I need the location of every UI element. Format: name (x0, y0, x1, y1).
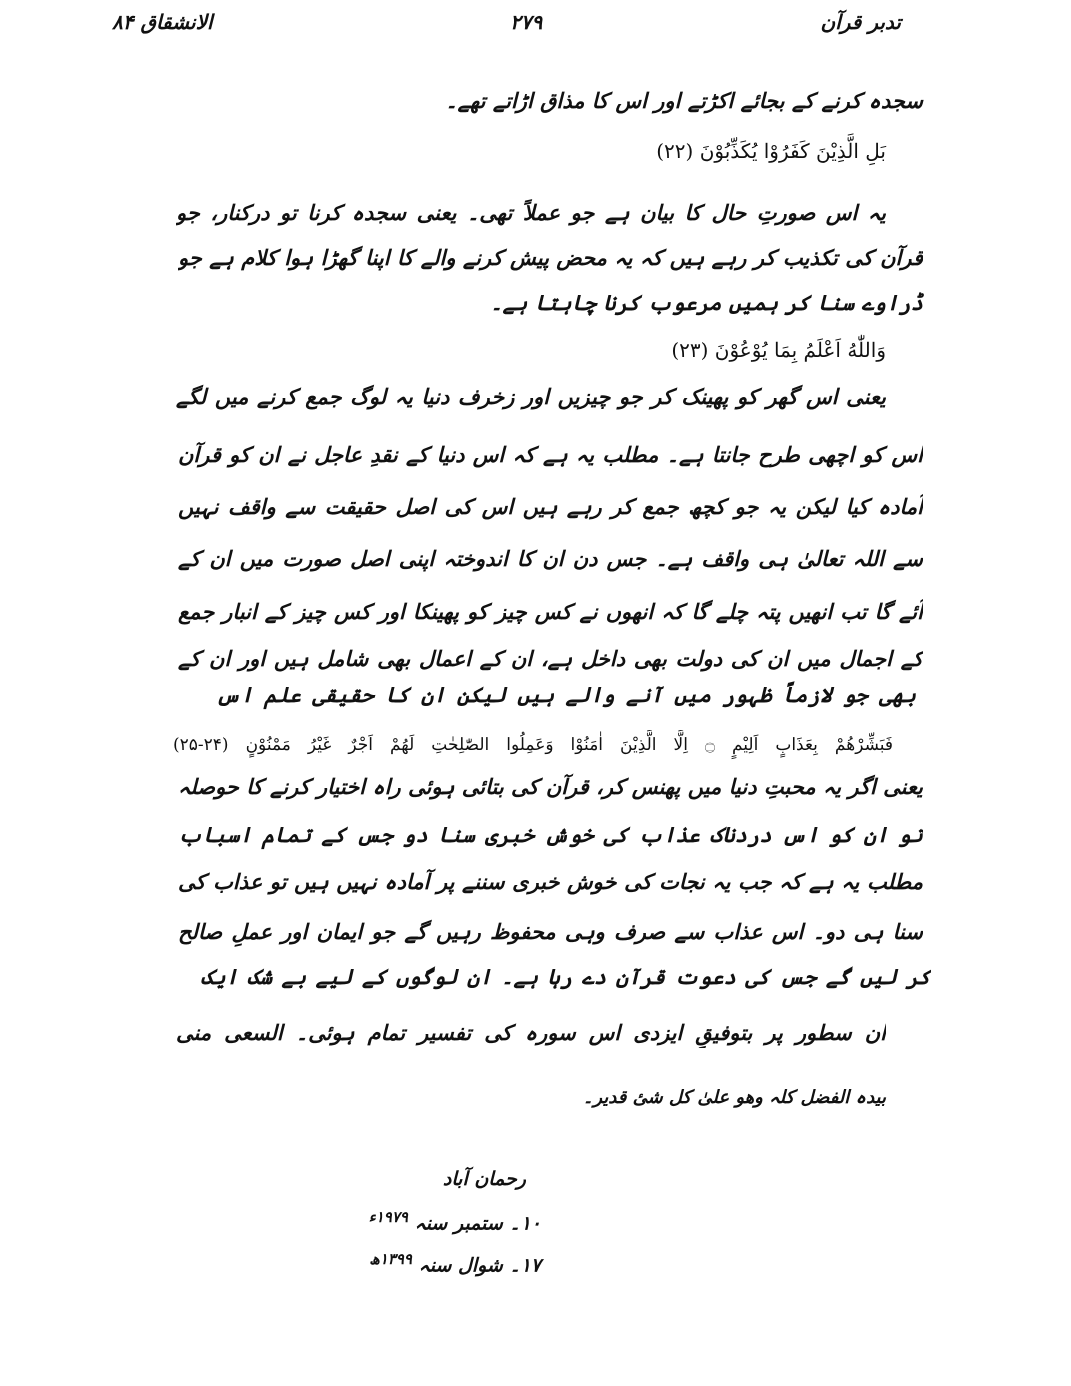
text-line: بیدہ الفضل کلہ وھو علیٰ کل شیٔ قدیر۔ (582, 1087, 886, 1108)
text-line: کر لیں گے جس کی دعوت قرآن دے رہا ہے۔ ان لوگوں کے لیے بے شک ایک (201, 965, 931, 989)
text-line: کے اجمال میں ان کی دولت بھی داخل ہے، ان کے اعمال بھی شامل ہیں اور ان کے (178, 647, 923, 671)
text-line: سنا ہی دو۔ اس عذاب سے صرف وہی محفوظ رہیں گے جو ایمان اور عملِ صالح (178, 920, 923, 944)
text-line: قرآن کی تکذیب کر رہے ہیں کہ یہ محض پیش کرنے والے کا اپنا گھڑا ہوا کلام ہے جو (178, 246, 923, 270)
gregorian-date: ۱۰۔ ستمبر سنہ (414, 1212, 541, 1235)
text-line: ان سطور پر بتوفیقِ ایزدی اس سورہ کی تفسیر تمام ہوئی۔ السعی منی (176, 1021, 886, 1045)
text-line: یعنی اگر یہ محبتِ دنیا میں پھنس کر، قرآن کی بتائی ہوئی راہ اختیار کرنے کا حوصلہ (178, 775, 923, 799)
text-line: سجدہ کرنے کے بجائے اکڑتے اور اس کا مذاق اڑاتے تھے۔ (445, 89, 923, 113)
text-line: اس کو اچھی طرح جانتا ہے۔ مطلب یہ ہے کہ اس دنیا کے نقدِ عاجل نے ان کو قرآن (178, 443, 923, 467)
text-line: ڈراوے سنا کر ہمیں مرعوب کرنا چاہتا ہے۔ (490, 291, 923, 315)
hijri-date: ۱۷۔ شوال سنہ (418, 1254, 541, 1277)
signature-gregorian-date (369, 1208, 541, 1234)
text-line: مطلب یہ ہے کہ جب یہ نجات کی خوش خبری سننے پر آمادہ نہیں ہیں تو عذاب کی (178, 870, 923, 894)
hijri-year: ۱۳۹۹ھ (369, 1250, 412, 1268)
text-line: آمادہ کیا لیکن یہ جو کچھ جمع کر رہے ہیں اس کی اصل حقیقت سے واقف نہیں (178, 495, 923, 519)
quran-verse: وَاللّٰهُ اَعْلَمُ بِمَا يُوْعُوْنَ (۲۳) (671, 338, 886, 362)
quran-verse: بَلِ الَّذِيْنَ كَفَرُوْا يُكَذِّبُوْنَ (۲۲) (656, 139, 886, 163)
gregorian-year: ۱۹۷۹ء (368, 1208, 408, 1226)
signature-place: رحمان آباد (442, 1168, 526, 1190)
text-line: یعنی اس گھر کو پھینک کر جو چیزیں اور زخرف دنیا یہ لوگ جمع کرنے میں لگے (176, 385, 886, 409)
surah-name: الانشقاق ۸۴ (112, 10, 213, 34)
text-line: بھی جو لازماً ظہور میں آنے والے ہیں لیکن ان کا حقیقی علم اس (216, 683, 916, 707)
book-title: تدبر قرآن (820, 10, 901, 34)
text-line: تو ان کو اس دردناک عذاب کی خوش خبری سنا دو جس کے تمام اسباب (178, 823, 923, 847)
text-line: آئے گا تب انھیں پتہ چلے گا کہ انھوں نے کس چیز کو پھینکا اور کس چیز کے انبار جمع (178, 600, 923, 624)
page-number: ۲۷۹ (510, 10, 543, 34)
text-line: سے اللہ تعالیٰ ہی واقف ہے۔ جس دن ان کا اندوختہ اپنی اصل صورت میں ان کے (178, 547, 923, 571)
text-line: یہ اس صورتِ حال کا بیان ہے جو عملاً تھی۔ یعنی سجدہ کرنا تو درکنار، جو (176, 201, 886, 225)
quran-verse: فَبَشِّرْهُمْ بِعَذَابٍ اَلِيْمٍ ۝ اِلَّا الَّذِيْنَ اٰمَنُوْا وَعَمِلُوا الصّٰلِحٰتِ لَهُمْ اَجْرٌ غَيْرُ مَمْنُوْنٍ (۲۴-۲۵) (173, 735, 893, 755)
signature-hijri-date (369, 1250, 541, 1276)
